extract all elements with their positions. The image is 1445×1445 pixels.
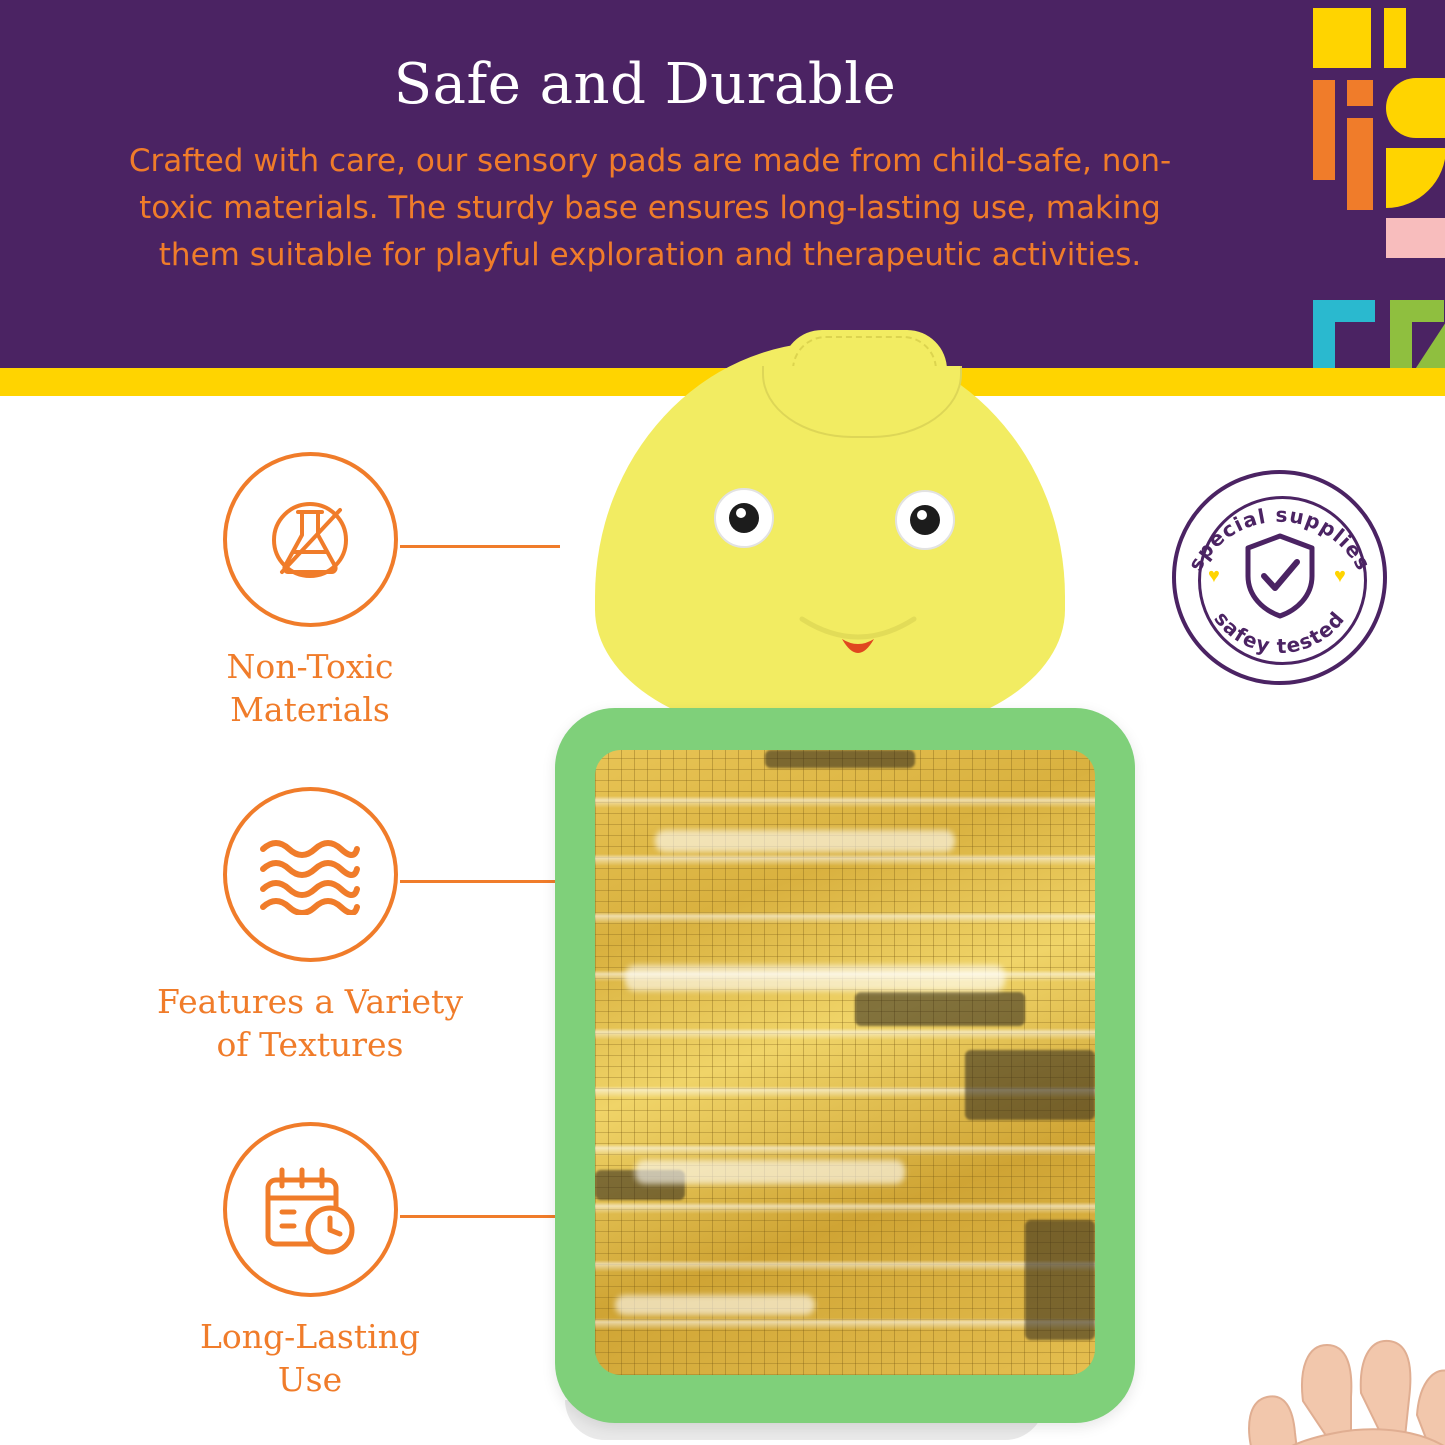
- flask-icon: [260, 490, 360, 590]
- page-title: Safe and Durable: [393, 52, 897, 117]
- header-subtitle: Crafted with care, our sensory pads are made from child-safe, non-toxic materials. The sturdy base ensures long-lasting use, making them suitable for playful exploration and therapeutic activities.: [128, 143, 1172, 273]
- feature-label-line2: Materials: [230, 690, 390, 729]
- sequin-highlight: [615, 1295, 815, 1315]
- calendar-clock-icon: [258, 1160, 362, 1260]
- feature-label: [150, 645, 470, 731]
- sequin-surface: [595, 750, 1095, 1375]
- feature-label: [150, 1315, 470, 1401]
- beak-icon: [798, 615, 918, 667]
- deco-halfcircle-yellow: [1386, 78, 1445, 138]
- feature-label-line1: Features a Variety: [157, 982, 463, 1021]
- sequin-flip-patch: [965, 1050, 1095, 1120]
- eye-left: [714, 488, 774, 548]
- deco-block-orange: [1347, 80, 1373, 106]
- feature-non-toxic: [150, 452, 470, 731]
- sequin-highlight: [655, 830, 955, 852]
- badge-top-text: special supplies: [1183, 502, 1376, 575]
- badge-bottom-text: safey tested: [1209, 606, 1350, 659]
- deco-bar-orange: [1313, 80, 1335, 180]
- pupil-left: [729, 503, 759, 533]
- sequin-flip-patch: [1025, 1220, 1095, 1340]
- sequin-flip-patch: [855, 992, 1025, 1026]
- deco-bar-teal-v: [1313, 300, 1335, 368]
- eye-glint-right: [917, 510, 927, 520]
- feature-icon-circle: [223, 452, 398, 627]
- eye-right: [895, 490, 955, 550]
- sequin-highlight: [625, 965, 1005, 991]
- header-banner: [0, 0, 1445, 368]
- feature-long-lasting: [150, 1122, 470, 1401]
- sequin-flip-patch: [765, 750, 915, 768]
- pupil-right: [910, 505, 940, 535]
- deco-square-yellow: [1313, 8, 1371, 68]
- feature-label-line1: Non-Toxic: [226, 647, 394, 686]
- deco-bar-orange-2: [1347, 118, 1373, 210]
- deco-bar-green-v: [1390, 322, 1412, 368]
- product-image: [520, 330, 1220, 1445]
- heart-icon-right: ♥: [1334, 565, 1346, 587]
- deco-quartercircle-yellow: [1386, 148, 1445, 208]
- child-hand: [1175, 1305, 1445, 1445]
- sensory-pad: [555, 708, 1135, 1423]
- deco-bar-green-h: [1390, 300, 1444, 322]
- heart-icon-left: ♥: [1208, 565, 1220, 587]
- feature-label-line1: Long-Lasting: [199, 1317, 421, 1356]
- waves-icon: [255, 835, 365, 915]
- sequin-highlight: [635, 1160, 905, 1184]
- deco-bar-yellow: [1384, 8, 1406, 68]
- feature-icon-circle: [223, 1122, 398, 1297]
- deco-triangle-green: [1412, 322, 1445, 368]
- feature-textures: [150, 787, 470, 1066]
- feature-icon-circle: [223, 787, 398, 962]
- feature-label-line2: Use: [277, 1360, 343, 1399]
- eye-glint-left: [736, 508, 746, 518]
- feature-label: [150, 980, 470, 1066]
- deco-block-pink: [1386, 218, 1445, 258]
- feature-label-line2: of Textures: [216, 1025, 404, 1064]
- shield-check-icon: [1242, 532, 1318, 620]
